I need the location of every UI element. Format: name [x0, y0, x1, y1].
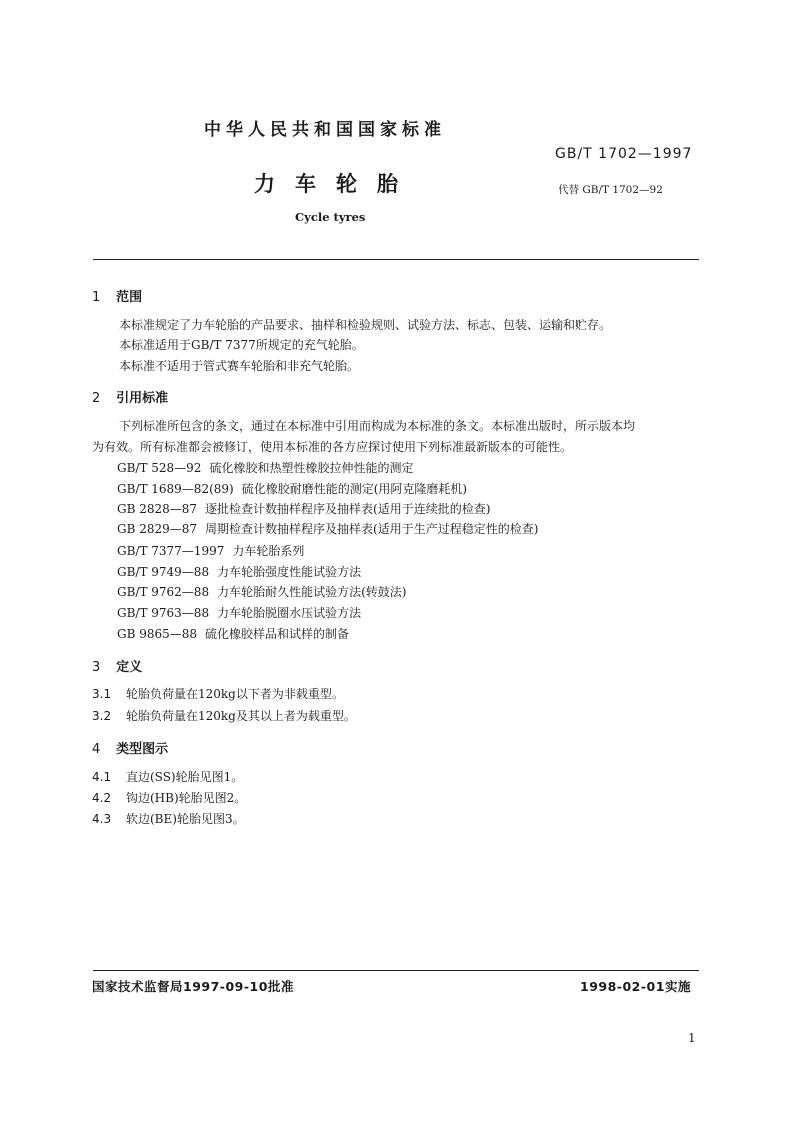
reference-item [117, 500, 490, 517]
reference-title: 力车轮胎强度性能试验方法 [217, 565, 362, 579]
section-label: 类型图示 [116, 742, 169, 757]
section-heading-references [92, 387, 168, 406]
reference-item [117, 542, 304, 559]
reference-code: GB/T 528—92 [117, 461, 202, 475]
standard-number: GB/T 1702—1997 [555, 146, 693, 162]
clause-text: 轮胎负荷量在120kg以下者为非载重型。 [126, 687, 344, 701]
clause-number: 4.3 [92, 812, 112, 826]
clause-number: 4.1 [92, 770, 112, 784]
page-number: 1 [688, 1031, 696, 1045]
reference-title: 硫化橡胶样品和试样的制备 [205, 627, 350, 641]
reference-title: 力车轮胎脱圈水压试验方法 [217, 606, 362, 620]
reference-title: 力车轮胎系列 [232, 544, 305, 558]
clause [92, 685, 344, 702]
clause-number: 3.2 [92, 709, 112, 723]
reference-title: 硫化橡胶和热塑性橡胶拉伸性能的测定 [209, 461, 414, 475]
paragraph: 本标准适用于GB/T 7377所规定的充气轮胎。 [119, 338, 364, 352]
clause-text: 直边(SS)轮胎见图1。 [126, 770, 244, 784]
section-number: 2 [92, 391, 101, 406]
clause-text: 软边(BE)轮胎见图3。 [126, 812, 245, 826]
section-heading-types [92, 738, 168, 757]
clause-text: 轮胎负荷量在120kg及其以上者为载重型。 [126, 709, 356, 723]
paragraph: 为有效。所有标准都会被修订，使用本标准的各方应探讨使用下列标准最新版本的可能性。 [92, 440, 573, 454]
reference-title: 逐批检查计数抽样程序及抽样表(适用于连续批的检查) [205, 502, 491, 516]
clause-text: 钩边(HB)轮胎见图2。 [126, 791, 247, 805]
reference-item [117, 604, 361, 621]
section-label: 范围 [116, 290, 143, 305]
page-title: 力车轮胎 [254, 172, 418, 196]
header-divider [93, 259, 699, 260]
english-title: Cycle tyres [295, 210, 366, 224]
reference-title: 力车轮胎耐久性能试验方法(转鼓法) [217, 585, 407, 599]
clause [92, 707, 356, 724]
section-label: 定义 [116, 660, 143, 675]
clause [92, 789, 246, 806]
reference-title: 周期检查计数抽样程序及抽样表(适用于生产过程稳定性的检查) [205, 522, 539, 536]
reference-title: 硫化橡胶耐磨性能的测定(用阿克隆磨耗机) [241, 482, 468, 496]
clause [92, 810, 245, 827]
approval-date: 国家技术监督局1997-09-10批准 [92, 979, 294, 994]
reference-code: GB/T 9763—88 [117, 606, 210, 620]
section-label: 引用标准 [116, 391, 169, 406]
section-number: 4 [92, 742, 101, 757]
reference-item [117, 583, 406, 600]
reference-code: GB/T 1689—82(89) [117, 482, 234, 496]
section-number: 1 [92, 290, 101, 305]
clause-number: 3.1 [92, 687, 112, 701]
clause-number: 4.2 [92, 791, 112, 805]
national-standard-heading: 中华人民共和国国家标准 [204, 120, 446, 140]
paragraph: 本标准不适用于管式赛车轮胎和非充气轮胎。 [119, 359, 360, 373]
reference-item [117, 563, 361, 580]
reference-code: GB 2828—87 [117, 502, 198, 516]
replaces-note: 代替 GB/T 1702—92 [558, 184, 663, 196]
section-heading-definitions [92, 656, 142, 675]
paragraph: 下列标准所包含的条文，通过在本标准中引用而构成为本标准的条文。本标准出版时，所示版本均 [119, 419, 636, 433]
paragraph: 本标准规定了力车轮胎的产品要求、抽样和检验规则、试验方法、标志、包装、运输和贮存。 [119, 318, 612, 332]
footer-divider [93, 970, 699, 971]
reference-code: GB/T 9749—88 [117, 565, 210, 579]
effective-date: 1998-02-01实施 [580, 979, 691, 994]
section-number: 3 [92, 660, 101, 675]
reference-item [117, 459, 413, 476]
section-heading-scope [92, 286, 142, 305]
reference-item [117, 480, 467, 497]
reference-item [117, 625, 349, 642]
reference-code: GB/T 7377—1997 [117, 544, 225, 558]
reference-item [117, 520, 538, 537]
reference-code: GB/T 9762—88 [117, 585, 210, 599]
reference-code: GB 9865—88 [117, 627, 198, 641]
reference-code: GB 2829—87 [117, 522, 198, 536]
clause [92, 768, 243, 785]
